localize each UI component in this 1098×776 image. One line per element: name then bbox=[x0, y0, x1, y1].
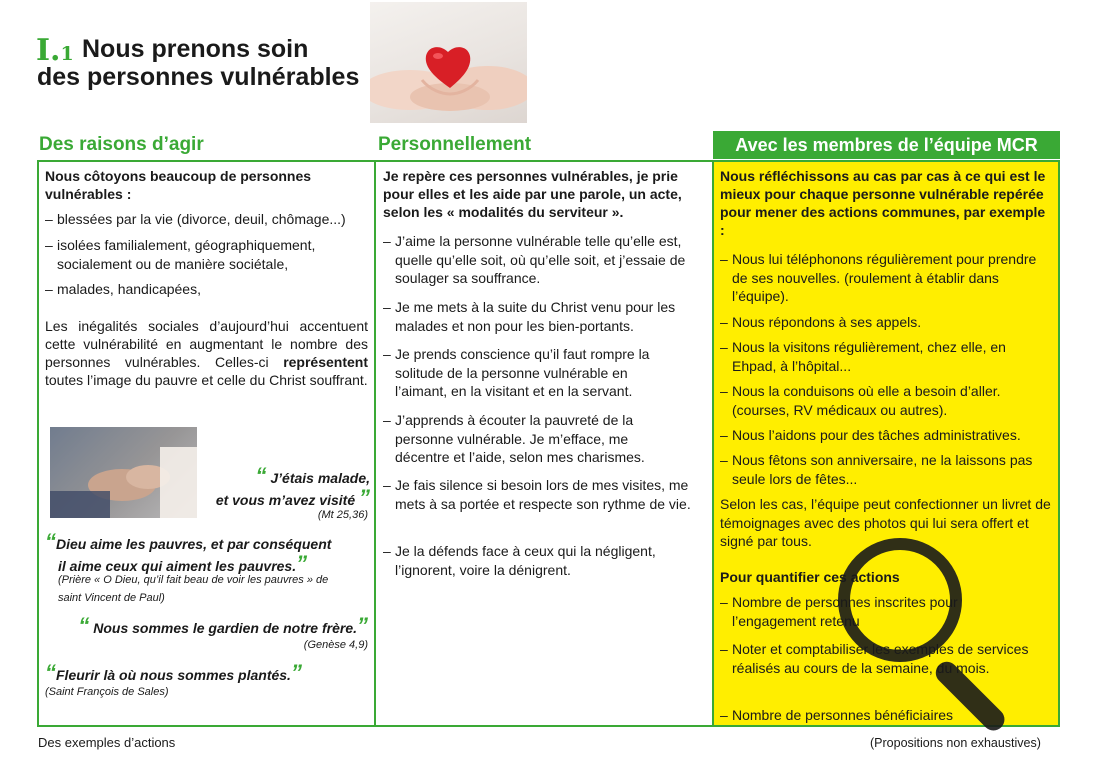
col3-intro: Nous réfléchissons au cas par cas à ce qui est le mieux pour chaque personne vulnérable repérée pour mener des actions communes, par exemple : bbox=[720, 168, 1046, 238]
footer-examples: Des exemples d’actions bbox=[38, 735, 176, 750]
magnifier-icon bbox=[838, 538, 962, 662]
page-title-line2: des personnes vulnérables bbox=[37, 63, 360, 91]
quote-ref: (Prière « O Dieu, qu’il fait beau de voir les pauvres » de saint Vincent de Paul) bbox=[58, 574, 329, 604]
open-quote-icon: “ bbox=[78, 613, 90, 638]
col3-quantify-item: – Nombre de personnes inscrites pour l’engagement retenu bbox=[720, 594, 958, 629]
col3-bullet: – Nous l’aidons pour des tâches administratives. bbox=[720, 427, 1021, 443]
col1-intro: Nous côtoyons beaucoup de personnes vulnérables : bbox=[45, 168, 312, 202]
col1-bullet: – isolées familialement, géographiquement, socialement ou de manière sociétale, bbox=[45, 237, 316, 272]
col2-bullet: – Je prends conscience qu’il faut rompre la solitude de la personne vulnérable en l’aimant, en la visitant et en la servant. bbox=[383, 346, 650, 399]
close-quote-icon: ” bbox=[359, 485, 370, 510]
col3-bullet: – Nous répondons à ses appels. bbox=[720, 314, 922, 330]
col1-bullet: – blessées par la vie (divorce, deuil, chômage...) bbox=[45, 211, 346, 227]
col1-paragraph: Les inégalités sociales d’aujourd’hui accentuent cette vulnérabilité en augmentant le nombre des personnes vulnérables. Celles-ci représentent toutes l’image du pauvre et celle du Christ souffrant. bbox=[45, 318, 368, 388]
col2-bullet: – Je la défends face à ceux qui la négligent, l’ignorent, voire la dénigrent. bbox=[383, 543, 656, 578]
col2-bullet: – J’aime la personne vulnérable telle qu’elle est, quelle qu’elle soit, où qu’elle soit, et j’essaie de soulager sa souffrance. bbox=[383, 233, 686, 286]
close-quote-icon: ” bbox=[357, 613, 368, 638]
column-header-personal: Personnellement bbox=[378, 134, 532, 155]
open-quote-icon: “ bbox=[45, 660, 56, 685]
section-number: I.1 bbox=[36, 33, 74, 68]
col2-bullet: – Je fais silence si besoin lors de mes visites, me mets à sa portée et respecte son rythme de vie. bbox=[383, 477, 691, 512]
quote-genese: “ Nous sommes le gardien de notre frère.” bbox=[78, 613, 368, 638]
col1-bullet: – malades, handicapées, bbox=[45, 281, 201, 297]
open-quote-icon: “ bbox=[255, 463, 267, 488]
hands-heart-illustration bbox=[370, 2, 527, 123]
hero-image-hands-heart bbox=[370, 2, 527, 123]
inset-photo-holding-hands bbox=[50, 427, 197, 518]
quote-ref: (Genèse 4,9) bbox=[303, 639, 368, 651]
col2-intro: Je repère ces personnes vulnérables, je prie pour elles et les aide par une parole, un acte, selon les « modalités du serviteur ». bbox=[383, 168, 682, 220]
col3-quantify-item: – Noter et comptabiliser les exemples de services réalisés au cours de la semaine, du mois. bbox=[720, 641, 1029, 676]
col3-bullet: – Nous la visitons régulièrement, chez elle, en Ehpad, à l’hôpital... bbox=[720, 339, 1006, 374]
column-header-reasons: Des raisons d’agir bbox=[39, 134, 204, 155]
footer-note: (Propositions non exhaustives) bbox=[870, 736, 1041, 750]
holding-hands-illustration bbox=[50, 427, 197, 518]
page-title-line1: Nous prenons soin bbox=[82, 35, 309, 63]
quote-ref: (Mt 25,36) bbox=[317, 509, 368, 521]
close-quote-icon: ” bbox=[296, 551, 308, 576]
col3-bullet: – Nous fêtons son anniversaire, ne la laissons pas seule lors de fêtes... bbox=[720, 452, 1033, 487]
col3-quantify-title: Pour quantifier ces actions bbox=[720, 569, 900, 585]
col3-quantify-item: – Nombre de personnes bénéficiaires bbox=[720, 707, 954, 723]
col2-bullet: – J’apprends à écouter la pauvreté de la personne vulnérable. Je m’efface, me décentre et l’aide, selon mes charismes. bbox=[383, 412, 645, 465]
col3-bullet: – Nous lui téléphonons régulièrement pour prendre de ses nouvelles. (roulement à établir dans l’équipe). bbox=[720, 251, 1037, 304]
col3-bullet: – Nous la conduisons où elle a besoin d’aller. (courses, RV médicaux ou autres). bbox=[720, 383, 1001, 418]
quote-francois: “Fleurir là où nous sommes plantés.” bbox=[45, 660, 302, 685]
col3-paragraph: Selon les cas, l’équipe peut confectionner un livret de témoignages avec des photos qui lui sera offert et signé par tous. bbox=[720, 496, 1051, 549]
quote-vincent: “Dieu aime les pauvres, et par conséquent il aime ceux qui aiment les pauvres.” bbox=[45, 529, 332, 576]
close-quote-icon: ” bbox=[290, 660, 302, 685]
col2-bullet: – Je me mets à la suite du Christ venu pour les malades et non pour les bien-portants. bbox=[383, 299, 676, 334]
quote-ref: (Saint François de Sales) bbox=[45, 686, 169, 698]
column-header-team: Avec les membres de l’équipe MCR bbox=[713, 131, 1060, 159]
open-quote-icon: “ bbox=[45, 529, 56, 554]
quote-mt: “ J’étais malade, et vous m’avez visité ” bbox=[215, 463, 370, 510]
